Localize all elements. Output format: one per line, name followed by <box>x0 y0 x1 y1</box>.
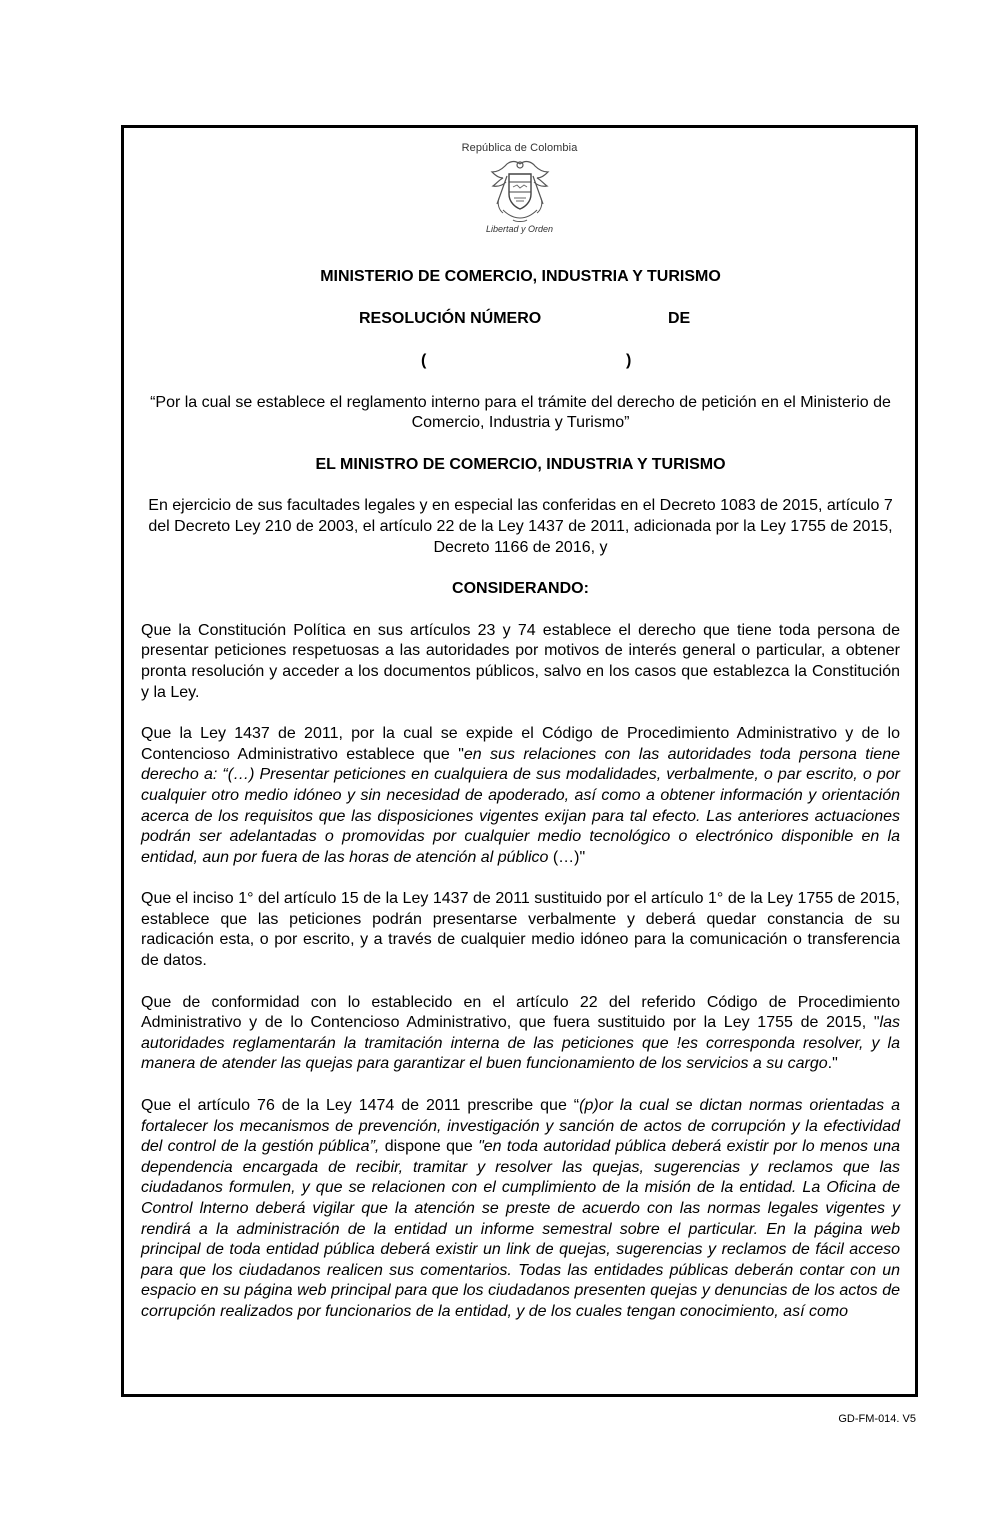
paragraph-text: Que el artículo 76 de la Ley 1474 de 2011 prescribe que “ <box>141 1097 580 1115</box>
paragraph-inciso: Que el inciso 1° del artículo 15 de la Ley 1437 de 2011 sustituido por el artículo 1° de la Ley 1755 de 2015, establece que las peticiones podrán presentarse verbalmente y deberá quedar constancia de su radicación esta, o por escrito, y a través de cualquier medio idóneo para la comunicación o transferencia de datos. <box>141 890 900 970</box>
document-frame <box>121 125 918 1397</box>
quoted-text: en sus relaciones con las autoridades toda persona tiene derecho a: “(…) Presentar peticiones en cualquiera de sus modalidades, verbalmente, o par escrito, o por cualquier otro medio idóneo y sin necesidad de apoderado, así como a obtener información y orientación acerca de los requisitos que las disposiciones vigentes exijan para tal efecto. Las anteriores actuaciones podrán ser adelantadas o promovidas por cualquier medio tecnológico o electrónico disponible en la entidad, aun por fuera de las horas de atención al público <box>141 745 900 866</box>
paragraph-ley-1474 <box>141 1096 900 1323</box>
paragraph-text: ." <box>827 1055 838 1073</box>
quoted-text: "en toda autoridad pública deberá existir por lo menos una dependencia encargada de recibir, tramitar y resolver las quejas, sugerencias y reclamos que las ciudadanos formulen, y que se relacionen con el cumplimiento de la misión de la entidad. La Oficina de Control lnterno deberá vigilar que la atención se preste de acuerdo con las normas legales vigentes y rendirá a la administración de la entidad un informe semestral sobre el particular. En la página web principal de toda entidad pública deberá existir un link de quejas, sugerencias y reclamos de fácil acceso para que los ciudadanos realicen sus comentarios. Todas las entidades públicas deberán contar con un espacio en su página web principal para que los ciudadanos presenten quejas y denuncias de los actos de corrupción realizados por funcionarios de la entidad, y de los cuales tengan conocimiento, así como <box>141 1138 901 1320</box>
paragraph-text: (…)" <box>548 848 586 866</box>
resolution-date-line <box>141 351 900 372</box>
resolution-number-label: RESOLUCIÓN NÚMERO <box>359 309 542 327</box>
resolution-subject: “Por la cual se establece el reglamento interno para el trámite del derecho de petición en el Ministerio de Comercio, Industria y Turismo” <box>150 393 891 432</box>
letterhead <box>124 142 915 234</box>
paragraph-articulo-22 <box>141 993 900 1075</box>
quoted-text: las autoridades reglamentarán la tramitación interna de las peticiones que !es corresponda resolver, y la manera de atender las quejas para garantizar el buen funcionamiento de los servicios a su cargo <box>141 1014 900 1073</box>
paragraph-text: Que de conformidad con lo establecido en el artículo 22 del referido Código de Procedimiento Administrativo y de lo Contencioso Administrativo, que fuera sustituido por la Ley 1755 de 2015, " <box>141 993 900 1032</box>
paren-open: ( <box>421 351 427 369</box>
resolution-date-label: DE <box>668 309 691 327</box>
form-code: GD-FM-014. V5 <box>838 1413 916 1425</box>
resolution-number-line <box>141 309 900 330</box>
ministry-heading: MINISTERIO DE COMERCIO, INDUSTRIA Y TURISMO <box>320 268 721 285</box>
motto: Libertad y Orden <box>485 224 554 234</box>
signatory-heading: EL MINISTRO DE COMERCIO, INDUSTRIA Y TURISMO <box>315 455 726 473</box>
considering-heading: CONSIDERANDO: <box>452 580 589 598</box>
paragraph-text: dispone que <box>379 1138 479 1156</box>
coat-of-arms-icon <box>489 158 551 224</box>
faculties-paragraph: En ejercicio de sus facultades legales y en especial las conferidas en el Decreto 1083 de 2015, artículo 7 del Decreto Ley 210 de 2003, el artículo 22 de la Ley 1437 de 2011, adicionada por la Ley 1755 de 2015, Decreto 1166 de 2016, y <box>148 497 893 556</box>
country-name: República de Colombia <box>461 142 578 154</box>
paragraph-text: Que la Ley 1437 de 2011, por la cual se expide el Código de Procedimiento Administrativo y de lo Contencioso Administrativo establece que " <box>141 725 900 763</box>
paren-close: ) <box>626 351 632 369</box>
paragraph-constitution: Que la Constitución Política en sus artículos 23 y 74 establece el derecho que tiene toda persona de presentar peticiones respetuosas a las autoridades por motivos de interés general o particular, a obtener pronta resolución y acceder a los documentos públicos, salvo en los casos que establezca la Constitución y la Ley. <box>141 621 900 701</box>
document-body <box>141 267 900 1323</box>
quoted-text: (p)or la cual se dictan normas orientadas a fortalecer los mecanismos de prevención, investigación y sanción de actos de corrupción y la efectividad del control de la gestión pública”, <box>141 1097 900 1156</box>
paragraph-ley-1437 <box>141 724 900 868</box>
